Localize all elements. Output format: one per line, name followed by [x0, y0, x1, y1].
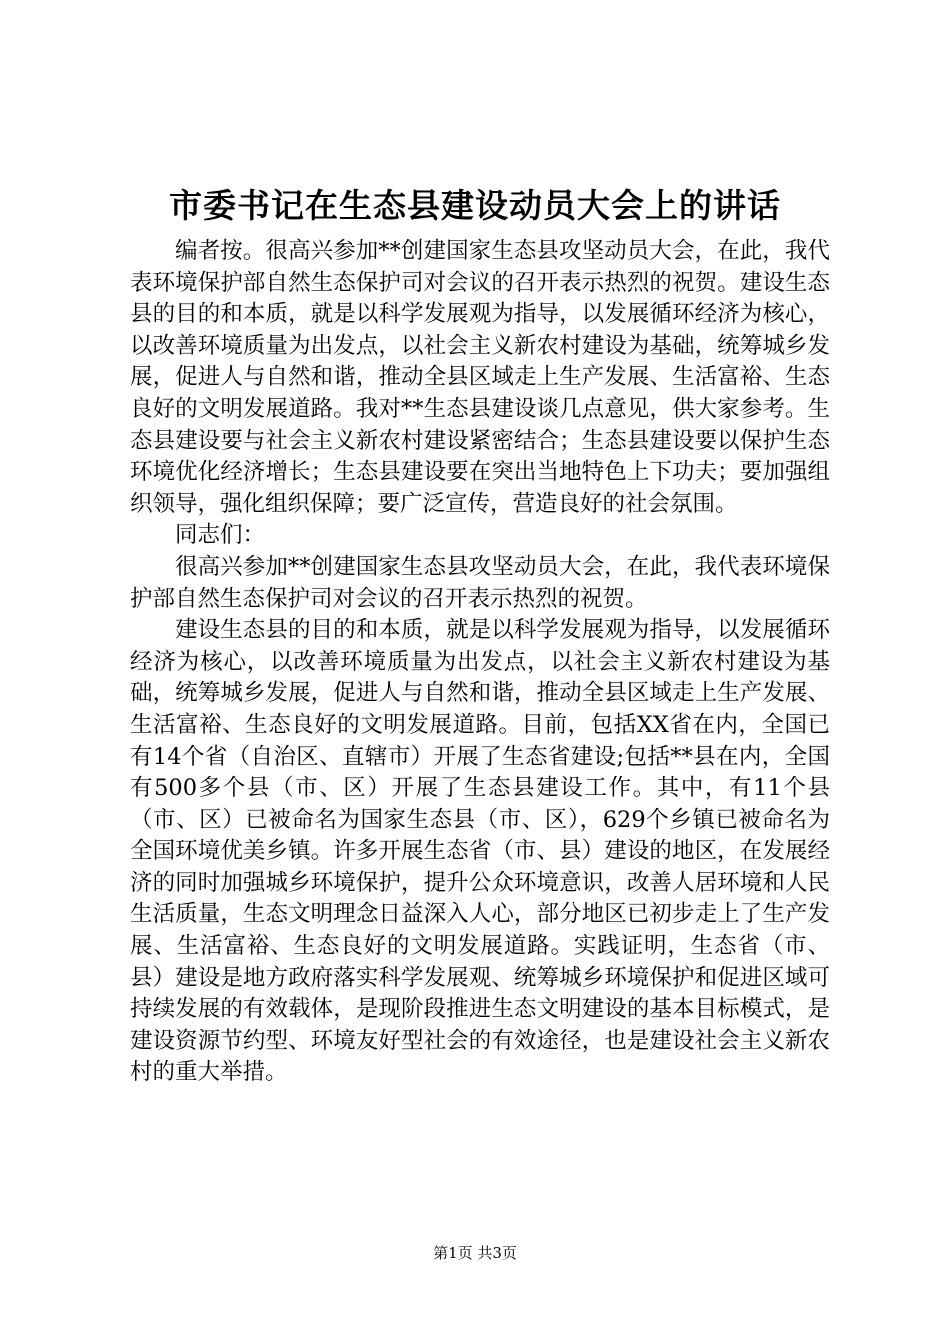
editor-note-paragraph: 编者按。很高兴参加**创建国家生态县攻坚动员大会，在此，我代表环境保护部自然生态保护司对会议的召开表示热烈的祝贺。建设生态县的目的和本质，就是以科学发展观为指导，以发展循环经济为核心，以改善环境质量为出发点，以社会主义新农村建设为基础，统筹城乡发展，促进人与自然和谐，推动全县区域走上生产发展、生活富裕、生态良好的文明发展道路。我对**生态县建设谈几点意见，供大家参考。生态县建设要与社会主义新农村建设紧密结合；生态县建设要以保护生态环境优化经济增长；生态县建设要在突出当地特色上下功夫；要加强组织领导，强化组织保障；要广泛宣传，营造良好的社会氛围。: [130, 238, 830, 517]
salutation-paragraph: 同志们：: [175, 522, 266, 549]
document-body: [130, 236, 830, 1089]
page-number-footer: 第1页 共3页: [433, 1244, 517, 1262]
greeting-paragraph: 很高兴参加**创建国家生态县攻坚动员大会，在此，我代表环境保护部自然生态保护司对会议的召开表示热烈的祝贺。: [130, 553, 830, 612]
document-title: 市委书记在生态县建设动员大会上的讲话: [169, 186, 781, 225]
main-paragraph: 建设生态县的目的和本质，就是以科学发展观为指导，以发展循环经济为核心，以改善环境质量为出发点，以社会主义新农村建设为基础，统筹城乡发展，促进人与自然和谐，推动全县区域走上生产发展、生活富裕、生态良好的文明发展道路。目前，包括XX省在内，全国已有14个省（自治区、直辖市）开展了生态省建设;包括**县在内，全国有500多个县（市、区）开展了生态县建设工作。其中，有11个县（市、区）已被命名为国家生态县（市、区），629个乡镇已被命名为全国环境优美乡镇。许多开展生态省（市、县）建设的地区，在发展经济的同时加强城乡环境保护，提升公众环境意识，改善人居环境和人民生活质量，生态文明理念日益深入人心，部分地区已初步走上了生产发展、生活富裕、生态良好的文明发展道路。实践证明，生态省（市、县）建设是地方政府落实科学发展观、统筹城乡环境保护和促进区域可持续发展的有效载体，是现阶段推进生态文明建设的基本目标模式，是建设资源节约型、环境友好型社会的有效途径，也是建设社会主义新农村的重大举措。: [130, 617, 830, 1086]
